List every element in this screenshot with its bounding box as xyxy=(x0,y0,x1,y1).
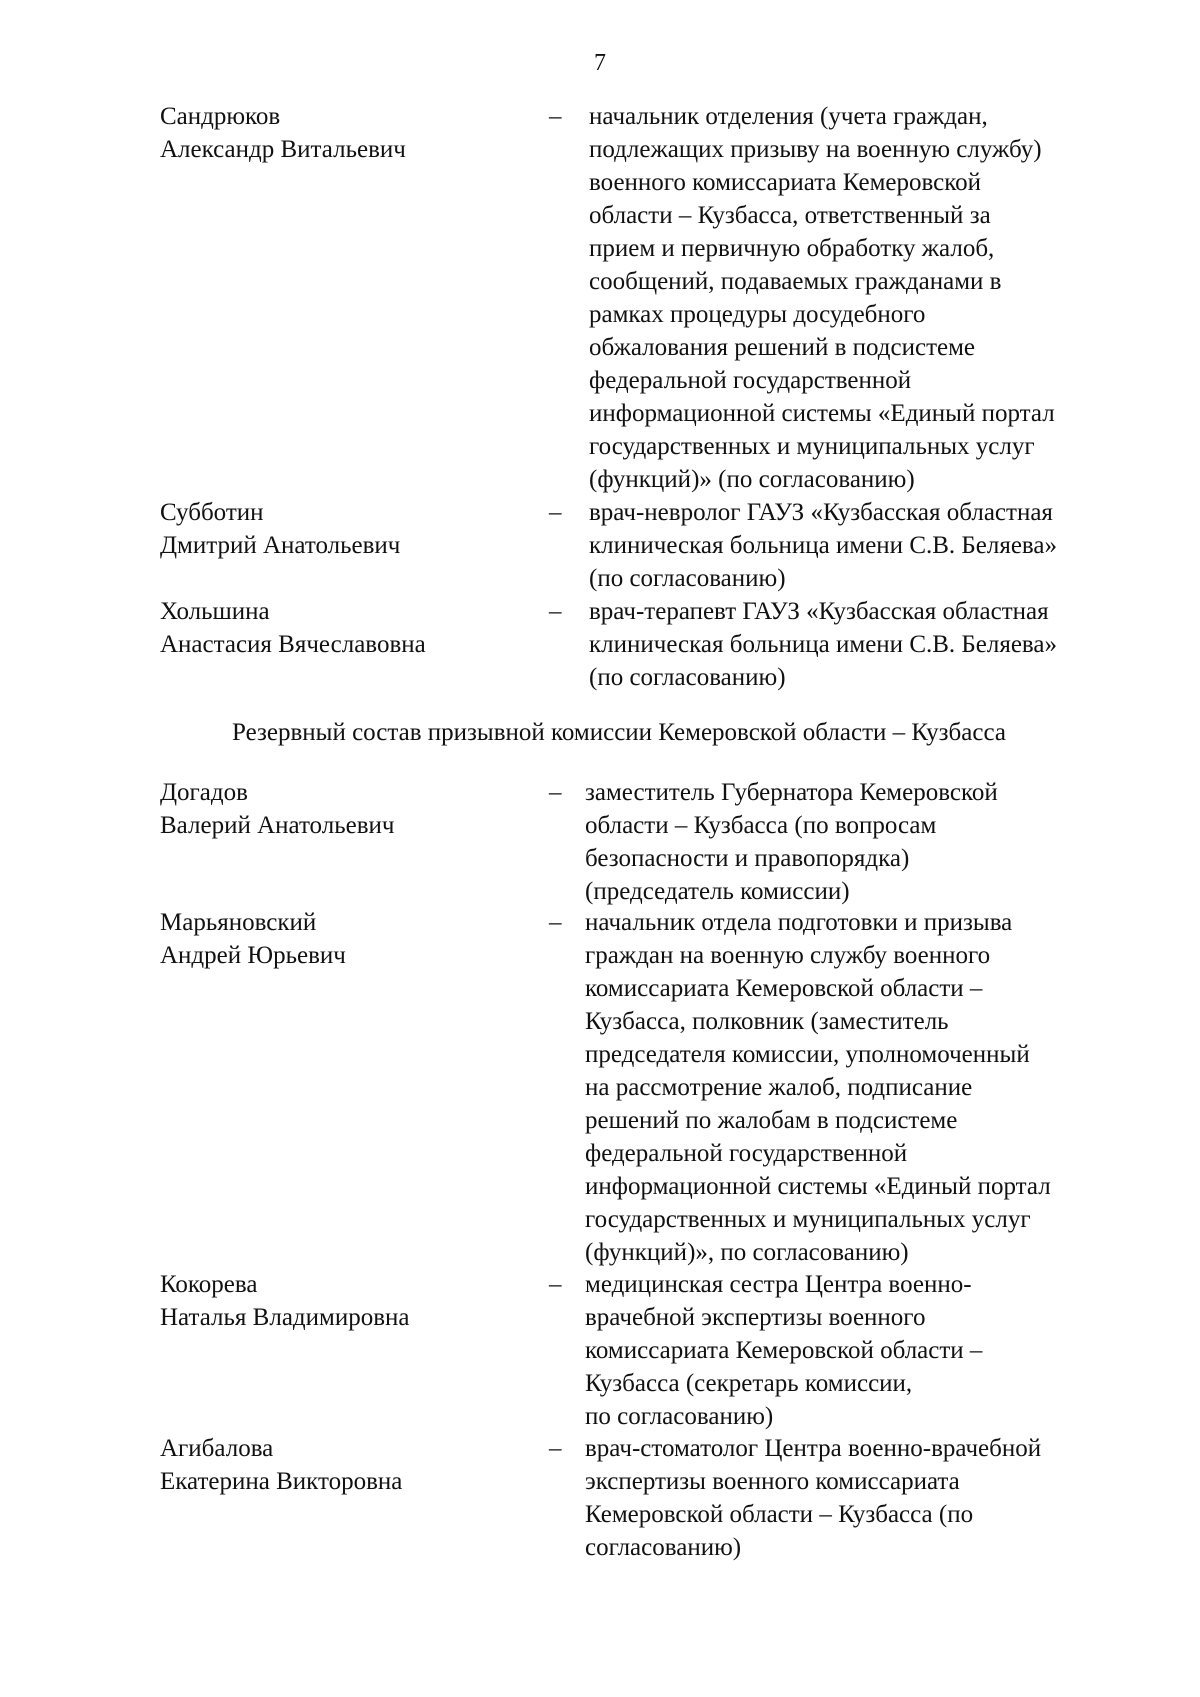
member-given-names: Наталья Владимировна xyxy=(160,1304,410,1331)
member-surname: Догадов xyxy=(160,779,248,806)
description-line: на рассмотрение жалоб, подписание xyxy=(585,1074,973,1101)
description-line: сообщений, подаваемых гражданами в xyxy=(589,268,1002,295)
description-line: подлежащих призыву на военную службу) xyxy=(589,136,1042,163)
description-line: Кемеровской области – Кузбасса (по xyxy=(585,1501,974,1528)
description-line: федеральной государственной xyxy=(585,1140,908,1167)
description-line: (председатель комиссии) xyxy=(585,878,850,905)
member-given-names: Валерий Анатольевич xyxy=(160,812,395,839)
description-line: области – Кузбасса (по вопросам xyxy=(585,812,937,839)
dash-separator: – xyxy=(549,779,562,806)
description-line: военного комиссариата Кемеровской xyxy=(589,169,982,196)
dash-separator: – xyxy=(549,909,562,936)
description-line: безопасности и правопорядка) xyxy=(585,845,910,872)
member-surname: Хольшина xyxy=(160,598,270,625)
member-description xyxy=(589,100,1149,496)
dash-separator: – xyxy=(549,499,562,526)
description-line: комиссариата Кемеровской области – xyxy=(585,1337,983,1364)
description-line: граждан на военную службу военного xyxy=(585,942,991,969)
description-line: врач-терапевт ГАУЗ «Кузбасская областная xyxy=(589,598,1049,625)
member-surname: Субботин xyxy=(160,499,264,526)
member-name xyxy=(160,100,540,166)
page-number: 7 xyxy=(594,50,606,76)
description-line: (функций)», по согласованию) xyxy=(585,1239,909,1266)
description-line: согласованию) xyxy=(585,1534,742,1561)
description-line: председателя комиссии, уполномоченный xyxy=(585,1041,1030,1068)
member-surname: Сандрюков xyxy=(160,103,281,130)
member-name xyxy=(160,1268,540,1334)
description-line: врач-невролог ГАУЗ «Кузбасская областная xyxy=(589,499,1053,526)
member-name xyxy=(160,1432,540,1498)
member-description xyxy=(585,906,1145,1269)
description-line: (по согласованию) xyxy=(589,565,786,592)
description-line: государственных и муниципальных услуг xyxy=(585,1206,1031,1233)
member-name xyxy=(160,776,540,842)
member-description xyxy=(585,1432,1145,1564)
description-line: обжалования решений в подсистеме xyxy=(589,334,976,361)
member-name xyxy=(160,906,540,972)
description-line: прием и первичную обработку жалоб, xyxy=(589,235,995,262)
description-line: по согласованию) xyxy=(585,1403,774,1430)
member-name xyxy=(160,496,540,562)
description-line: государственных и муниципальных услуг xyxy=(589,433,1035,460)
description-line: информационной системы «Единый портал xyxy=(585,1173,1051,1200)
member-description xyxy=(589,496,1149,595)
member-surname: Марьяновский xyxy=(160,909,317,936)
description-line: федеральной государственной xyxy=(589,367,912,394)
member-given-names: Екатерина Викторовна xyxy=(160,1468,403,1495)
dash-separator: – xyxy=(549,598,562,625)
description-line: врачебной экспертизы военного xyxy=(585,1304,926,1331)
description-line: информационной системы «Единый портал xyxy=(589,400,1055,427)
dash-separator: – xyxy=(549,1435,562,1462)
member-given-names: Дмитрий Анатольевич xyxy=(160,532,401,559)
member-description xyxy=(589,595,1149,694)
dash-separator: – xyxy=(549,1271,562,1298)
description-line: медицинская сестра Центра военно- xyxy=(585,1271,972,1298)
member-given-names: Анастасия Вячеславовна xyxy=(160,631,426,658)
member-given-names: Александр Витальевич xyxy=(160,136,406,163)
member-description xyxy=(585,1268,1145,1433)
description-line: комиссариата Кемеровской области – xyxy=(585,975,983,1002)
description-line: клиническая больница имени С.В. Беляева» xyxy=(589,631,1058,658)
description-line: Кузбасса (секретарь комиссии, xyxy=(585,1370,913,1397)
description-line: клиническая больница имени С.В. Беляева» xyxy=(589,532,1058,559)
description-line: экспертизы военного комиссариата xyxy=(585,1468,960,1495)
description-line: рамках процедуры досудебного xyxy=(589,301,926,328)
member-given-names: Андрей Юрьевич xyxy=(160,942,346,969)
description-line: врач-стоматолог Центра военно-врачебной xyxy=(585,1435,1042,1462)
member-surname: Агибалова xyxy=(160,1435,274,1462)
description-line: решений по жалобам в подсистеме xyxy=(585,1107,958,1134)
member-description xyxy=(585,776,1145,908)
description-line: области – Кузбасса, ответственный за xyxy=(589,202,991,229)
member-name xyxy=(160,595,540,661)
description-line: начальник отдела подготовки и призыва xyxy=(585,909,1013,936)
description-line: (функций)» (по согласованию) xyxy=(589,466,915,493)
reserve-section-heading: Резервный состав призывной комиссии Кемеровской области – Кузбасса xyxy=(232,719,1006,746)
description-line: заместитель Губернатора Кемеровской xyxy=(585,779,998,806)
member-surname: Кокорева xyxy=(160,1271,258,1298)
description-line: (по согласованию) xyxy=(589,664,786,691)
dash-separator: – xyxy=(549,103,562,130)
description-line: Кузбасса, полковник (заместитель xyxy=(585,1008,949,1035)
description-line: начальник отделения (учета граждан, xyxy=(589,103,988,130)
